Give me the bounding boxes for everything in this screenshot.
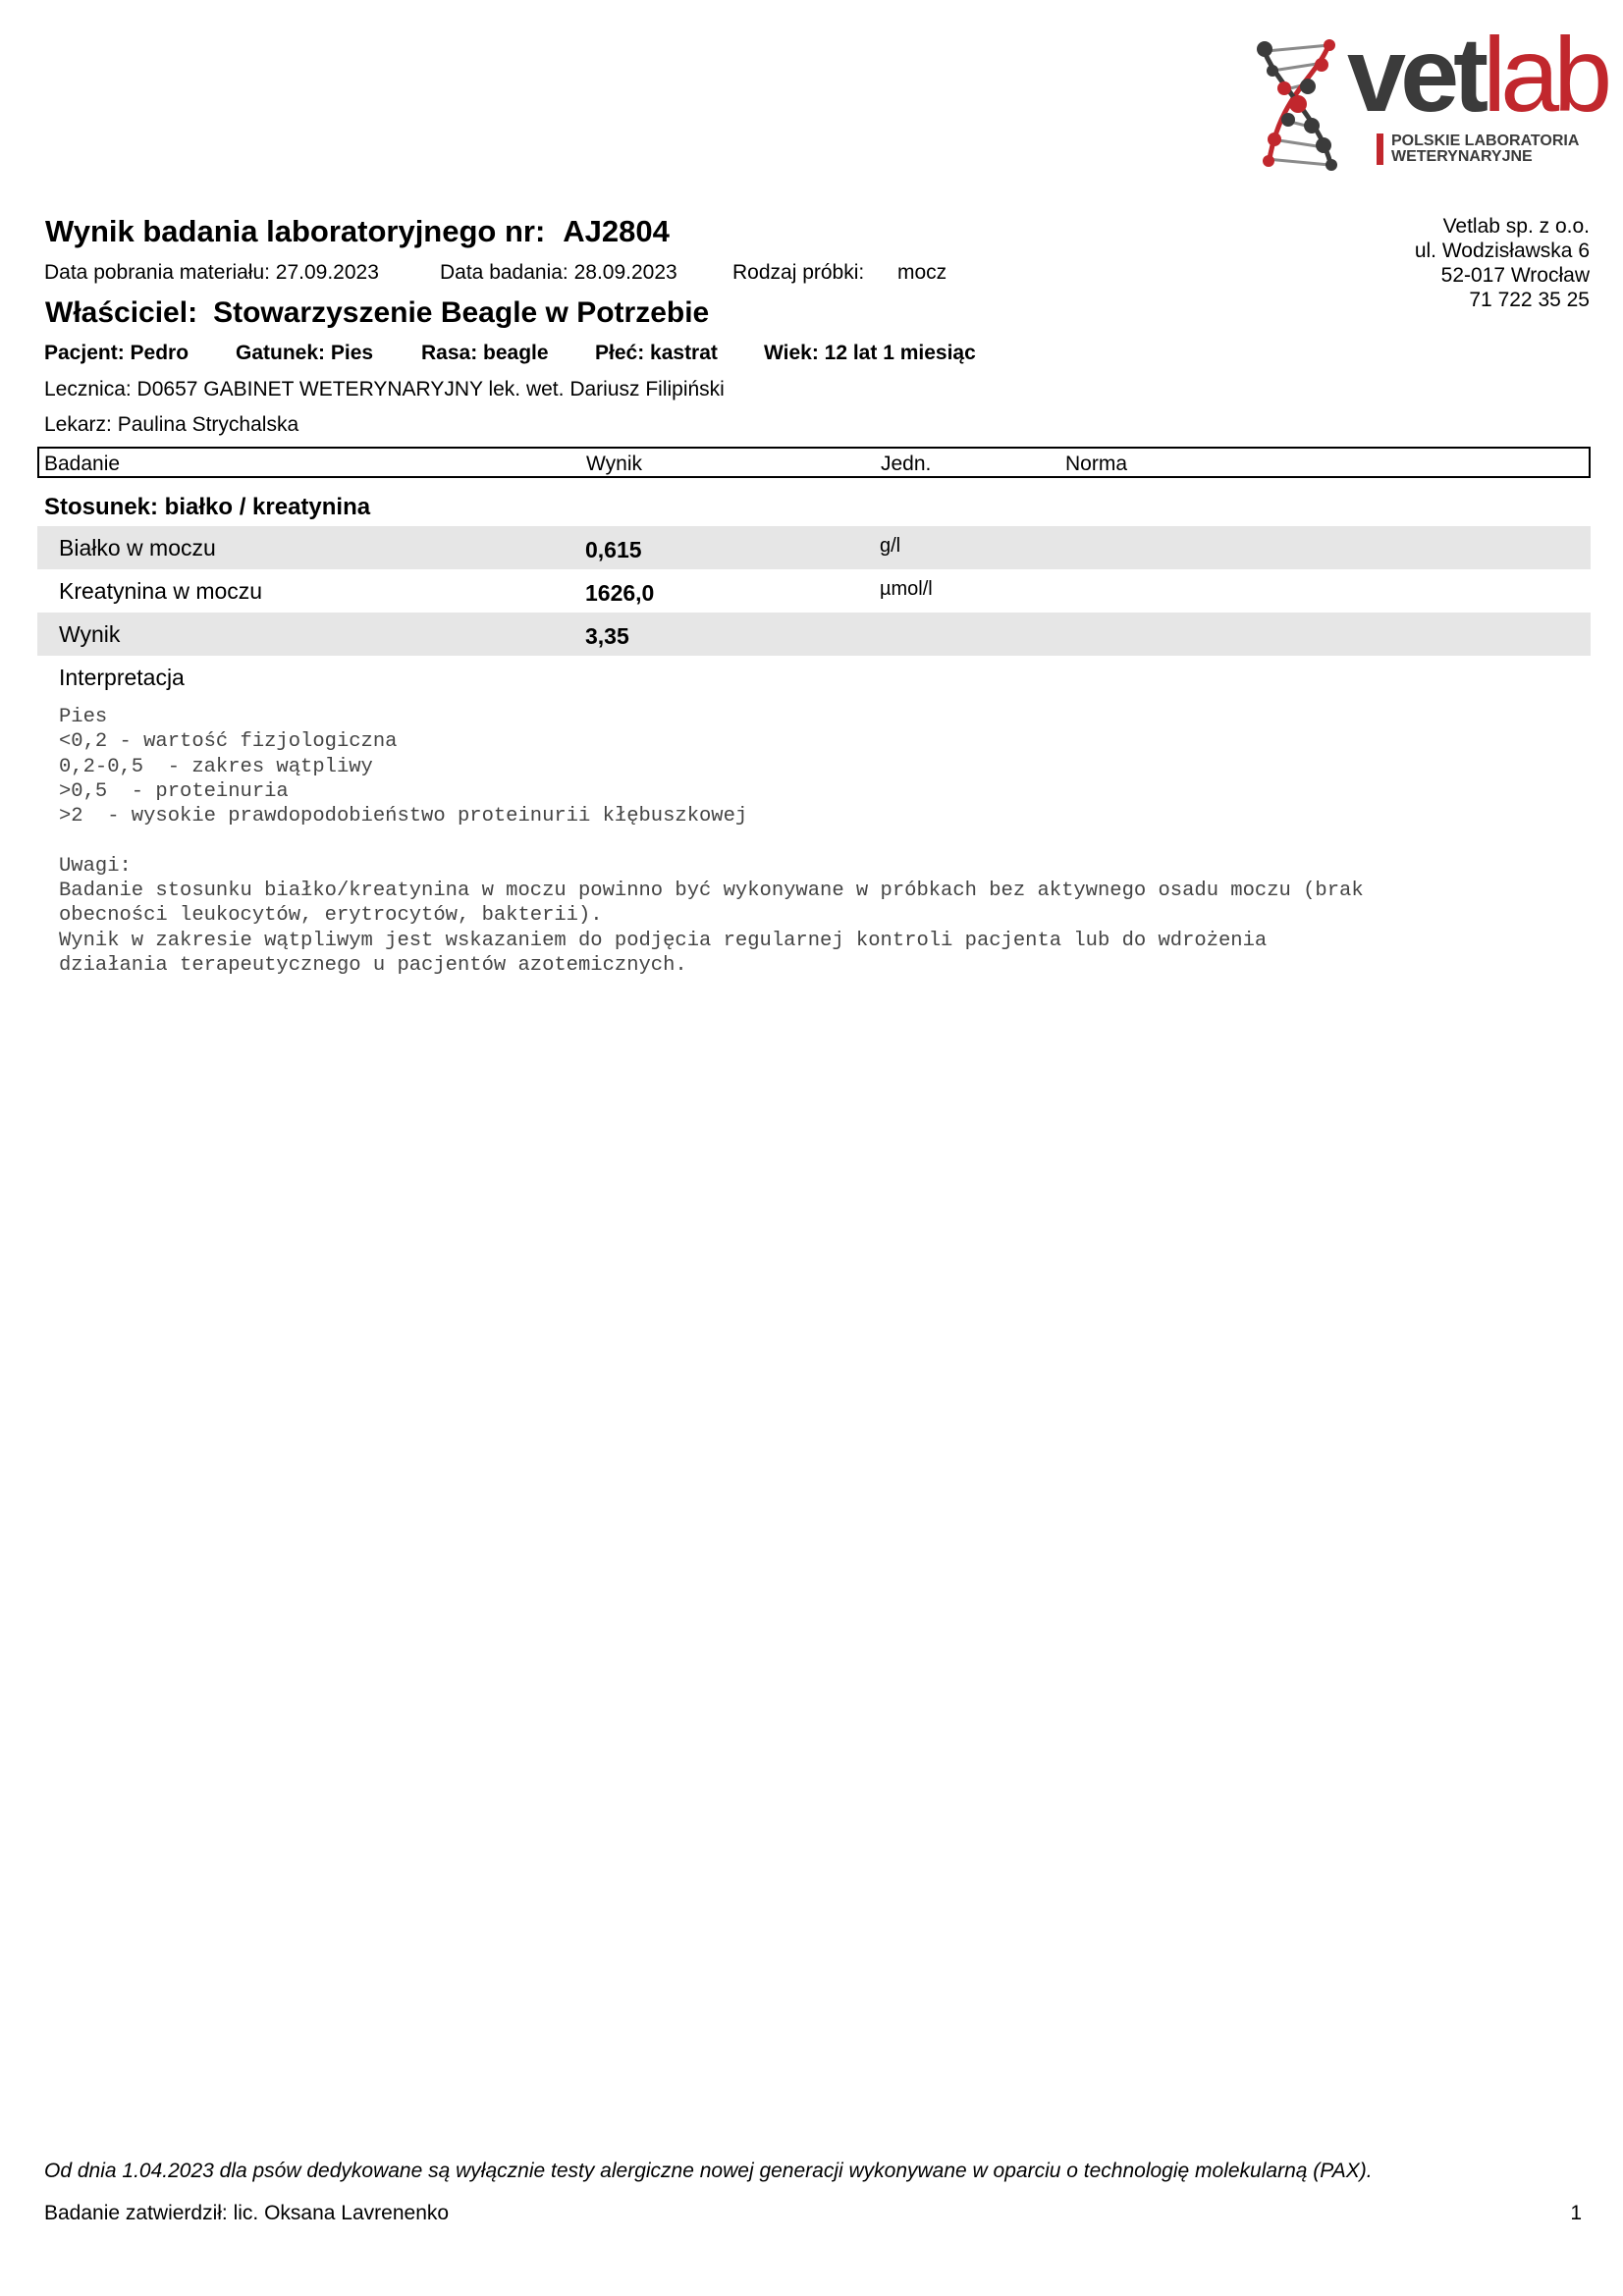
header-result: Wynik <box>586 453 642 475</box>
header-norm: Norma <box>1065 453 1128 475</box>
patient-age: Wiek: 12 lat 1 miesiąc <box>764 342 976 364</box>
row-result: 0,615 <box>585 537 642 562</box>
row-test-name: Kreatynina w moczu <box>59 578 263 604</box>
owner-line: Właściciel: Stowarzyszenie Beagle w Potrzebie <box>45 296 710 329</box>
approved-by: Badanie zatwierdził: lic. Oksana Lavrenenko <box>44 2202 450 2224</box>
company-phone: 71 722 35 25 <box>1469 289 1590 311</box>
interpretation-text: Pies <0,2 - wartość fizjologiczna 0,2-0,5 - zakres wątpliwy >0,5 - proteinuria >2 - wysokie prawdopodobieństwo proteinurii kłębuszkowej Uwagi: Badanie stosunku białko/kreatynina w moczu powinno być wykonywane w próbkach bez aktywnego osadu moczu (brak obecności leukocytów, erytrocytów, bakterii). Wynik w zakresie wątpliwym jest wskazaniem do podjęcia regularnej kontroli pacjenta lub do wdrożenia działania terapeutycznego u pacjentów azotemicznych. <box>59 706 1364 977</box>
report-title: Wynik badania laboratoryjnego nr: AJ2804 <box>45 214 670 248</box>
row-unit: µmol/l <box>880 578 933 600</box>
clinic-line: Lecznica: D0657 GABINET WETERYNARYJNY lek. wet. Dariusz Filipiński <box>44 378 725 400</box>
company-street: ul. Wodzisławska 6 <box>1414 240 1590 262</box>
table-row <box>37 613 1591 656</box>
row-result: 1626,0 <box>585 580 655 606</box>
company-name: Vetlab sp. z o.o. <box>1442 215 1590 238</box>
sample-type: mocz <box>897 261 947 284</box>
logo-wordmark: vetlab <box>1347 15 1607 133</box>
patient-species: Gatunek: Pies <box>236 342 374 364</box>
vetlab-logo <box>1249 15 1607 173</box>
row-unit: g/l <box>880 535 901 557</box>
test-date: Data badania: 28.09.2023 <box>440 261 677 284</box>
footer-note: Od dnia 1.04.2023 dla psów dedykowane są wyłącznie testy alergiczne nowej generacji wykonywane w oparciu o technologię molekularną (PAX). <box>44 2160 1373 2182</box>
interpretation-label: Interpretacja <box>59 665 185 690</box>
row-test-name: Wynik <box>59 621 121 647</box>
collection-date: Data pobrania materiału: 27.09.2023 <box>44 261 379 284</box>
section-title: Stosunek: białko / kreatynina <box>44 494 371 520</box>
patient-name: Pacjent: Pedro <box>44 342 189 364</box>
results-table-header <box>37 447 1591 478</box>
company-city: 52-017 Wrocław <box>1440 264 1590 287</box>
page-number: 1 <box>1570 2202 1582 2224</box>
header-test: Badanie <box>44 453 121 475</box>
owner-name: Stowarzyszenie Beagle w Potrzebie <box>213 296 710 329</box>
patient-breed: Rasa: beagle <box>421 342 549 364</box>
sample-type-label: Rodzaj próbki: <box>732 261 865 284</box>
table-row <box>37 569 1591 613</box>
patient-sex: Płeć: kastrat <box>595 342 718 364</box>
logo-subtitle: POLSKIE LABORATORIA WETERYNARYJNE <box>1377 133 1602 165</box>
company-address <box>1415 214 1590 312</box>
doctor-line: Lekarz: Paulina Strychalska <box>44 413 299 436</box>
report-number: AJ2804 <box>563 214 670 248</box>
dna-helix-icon <box>1249 37 1347 173</box>
header-unit: Jedn. <box>881 453 932 475</box>
row-result: 3,35 <box>585 623 629 649</box>
row-test-name: Białko w moczu <box>59 535 216 561</box>
table-row <box>37 526 1591 569</box>
